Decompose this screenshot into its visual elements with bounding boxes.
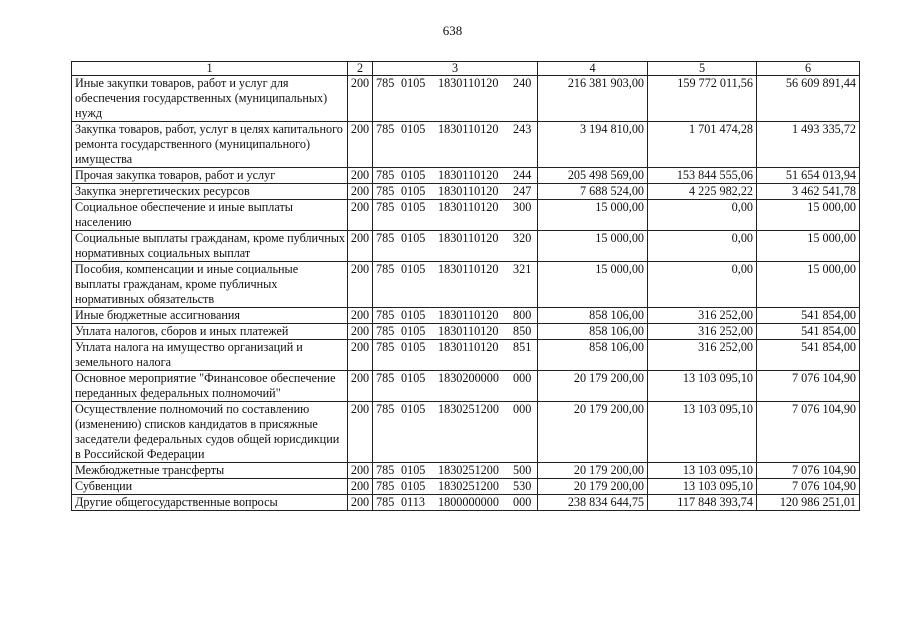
row-value-col6: 7 076 104,90 bbox=[757, 479, 860, 495]
row-value-col5: 13 103 095,10 bbox=[648, 463, 757, 479]
row-grbs-code: 200 bbox=[348, 122, 373, 168]
table-row bbox=[72, 231, 860, 262]
column-header: 2 bbox=[348, 62, 373, 76]
row-name: Прочая закупка товаров, работ и услуг bbox=[72, 168, 348, 184]
row-code-c4: 000 bbox=[513, 495, 532, 509]
row-code-c2: 0105 bbox=[401, 371, 426, 385]
row-value-col4: 205 498 569,00 bbox=[538, 168, 648, 184]
row-code-c2: 0105 bbox=[401, 402, 426, 416]
row-code-c3: 1830110120 bbox=[438, 262, 499, 276]
row-budget-codes bbox=[373, 262, 538, 308]
row-code-c4: 240 bbox=[513, 76, 532, 90]
row-code-c2: 0105 bbox=[401, 324, 426, 338]
row-budget-codes bbox=[373, 76, 538, 122]
column-header: 1 bbox=[72, 62, 348, 76]
row-code-c4: 500 bbox=[513, 463, 532, 477]
column-header: 5 bbox=[648, 62, 757, 76]
row-value-col5: 316 252,00 bbox=[648, 308, 757, 324]
row-grbs-code: 200 bbox=[348, 324, 373, 340]
row-grbs-code: 200 bbox=[348, 168, 373, 184]
row-value-col5: 4 225 982,22 bbox=[648, 184, 757, 200]
row-code-c4: 247 bbox=[513, 184, 532, 198]
row-value-col5: 13 103 095,10 bbox=[648, 371, 757, 402]
table-row bbox=[72, 463, 860, 479]
row-value-col6: 7 076 104,90 bbox=[757, 402, 860, 463]
budget-table bbox=[71, 61, 860, 511]
row-value-col6: 120 986 251,01 bbox=[757, 495, 860, 511]
row-value-col5: 117 848 393,74 bbox=[648, 495, 757, 511]
row-value-col4: 15 000,00 bbox=[538, 200, 648, 231]
row-grbs-code: 200 bbox=[348, 308, 373, 324]
row-code-c3: 1830110120 bbox=[438, 76, 499, 90]
row-budget-codes bbox=[373, 495, 538, 511]
table-row bbox=[72, 76, 860, 122]
row-code-c4: 850 bbox=[513, 324, 532, 338]
row-code-c1: 785 bbox=[376, 231, 395, 245]
row-value-col5: 153 844 555,06 bbox=[648, 168, 757, 184]
table-row bbox=[72, 479, 860, 495]
table-row bbox=[72, 168, 860, 184]
row-code-c4: 320 bbox=[513, 231, 532, 245]
row-code-c1: 785 bbox=[376, 495, 395, 509]
row-code-c3: 1830110120 bbox=[438, 340, 499, 354]
row-code-c1: 785 bbox=[376, 479, 395, 493]
row-code-c1: 785 bbox=[376, 168, 395, 182]
row-value-col6: 15 000,00 bbox=[757, 200, 860, 231]
row-code-c3: 1830110120 bbox=[438, 308, 499, 322]
table-row bbox=[72, 184, 860, 200]
row-grbs-code: 200 bbox=[348, 184, 373, 200]
row-value-col5: 159 772 011,56 bbox=[648, 76, 757, 122]
row-value-col6: 15 000,00 bbox=[757, 262, 860, 308]
row-grbs-code: 200 bbox=[348, 231, 373, 262]
row-value-col6: 56 609 891,44 bbox=[757, 76, 860, 122]
row-code-c1: 785 bbox=[376, 200, 395, 214]
table-row bbox=[72, 262, 860, 308]
row-code-c3: 1830110120 bbox=[438, 168, 499, 182]
row-name: Субвенции bbox=[72, 479, 348, 495]
table-row bbox=[72, 324, 860, 340]
row-value-col4: 20 179 200,00 bbox=[538, 479, 648, 495]
row-value-col6: 3 462 541,78 bbox=[757, 184, 860, 200]
row-value-col6: 15 000,00 bbox=[757, 231, 860, 262]
row-value-col4: 858 106,00 bbox=[538, 324, 648, 340]
row-name: Межбюджетные трансферты bbox=[72, 463, 348, 479]
row-name: Осуществление полномочий по составлению (изменению) списков кандидатов в присяжные заседатели федеральных судов общей юрисдикции в Российской Федерации bbox=[72, 402, 348, 463]
row-value-col4: 20 179 200,00 bbox=[538, 402, 648, 463]
row-value-col4: 15 000,00 bbox=[538, 231, 648, 262]
row-grbs-code: 200 bbox=[348, 200, 373, 231]
row-code-c4: 851 bbox=[513, 340, 532, 354]
row-code-c3: 1830110120 bbox=[438, 184, 499, 198]
row-name: Закупка товаров, работ, услуг в целях капитального ремонта государственного (муниципального) имущества bbox=[72, 122, 348, 168]
row-budget-codes bbox=[373, 184, 538, 200]
row-code-c3: 1830110120 bbox=[438, 231, 499, 245]
row-value-col6: 7 076 104,90 bbox=[757, 463, 860, 479]
row-code-c2: 0105 bbox=[401, 231, 426, 245]
row-value-col6: 541 854,00 bbox=[757, 340, 860, 371]
row-code-c2: 0105 bbox=[401, 479, 426, 493]
row-code-c1: 785 bbox=[376, 184, 395, 198]
row-value-col6: 7 076 104,90 bbox=[757, 371, 860, 402]
row-code-c3: 1830200000 bbox=[438, 371, 499, 385]
row-code-c2: 0105 bbox=[401, 200, 426, 214]
row-budget-codes bbox=[373, 479, 538, 495]
table-row bbox=[72, 122, 860, 168]
row-code-c3: 1830110120 bbox=[438, 324, 499, 338]
row-value-col5: 13 103 095,10 bbox=[648, 479, 757, 495]
row-code-c3: 1830110120 bbox=[438, 200, 499, 214]
row-name: Социальное обеспечение и иные выплаты населению bbox=[72, 200, 348, 231]
row-budget-codes bbox=[373, 122, 538, 168]
row-code-c2: 0105 bbox=[401, 184, 426, 198]
table-row bbox=[72, 200, 860, 231]
row-code-c1: 785 bbox=[376, 76, 395, 90]
row-value-col6: 51 654 013,94 bbox=[757, 168, 860, 184]
row-code-c4: 321 bbox=[513, 262, 532, 276]
row-code-c1: 785 bbox=[376, 324, 395, 338]
row-code-c2: 0105 bbox=[401, 340, 426, 354]
row-name: Основное мероприятие "Финансовое обеспечение переданных федеральных полномочий" bbox=[72, 371, 348, 402]
column-header: 4 bbox=[538, 62, 648, 76]
row-code-c1: 785 bbox=[376, 463, 395, 477]
row-code-c2: 0105 bbox=[401, 76, 426, 90]
row-value-col5: 316 252,00 bbox=[648, 324, 757, 340]
row-code-c2: 0105 bbox=[401, 262, 426, 276]
row-code-c1: 785 bbox=[376, 122, 395, 136]
row-code-c3: 1830251200 bbox=[438, 402, 499, 416]
row-budget-codes bbox=[373, 371, 538, 402]
row-value-col5: 1 701 474,28 bbox=[648, 122, 757, 168]
row-code-c1: 785 bbox=[376, 340, 395, 354]
row-code-c2: 0105 bbox=[401, 122, 426, 136]
column-header: 6 bbox=[757, 62, 860, 76]
row-code-c4: 243 bbox=[513, 122, 532, 136]
row-code-c4: 300 bbox=[513, 200, 532, 214]
row-grbs-code: 200 bbox=[348, 463, 373, 479]
row-value-col4: 216 381 903,00 bbox=[538, 76, 648, 122]
table-row bbox=[72, 495, 860, 511]
row-code-c4: 244 bbox=[513, 168, 532, 182]
row-value-col6: 541 854,00 bbox=[757, 324, 860, 340]
row-code-c3: 1830251200 bbox=[438, 463, 499, 477]
row-code-c1: 785 bbox=[376, 402, 395, 416]
row-value-col5: 0,00 bbox=[648, 200, 757, 231]
row-value-col5: 13 103 095,10 bbox=[648, 402, 757, 463]
row-name: Уплата налога на имущество организаций и земельного налога bbox=[72, 340, 348, 371]
row-grbs-code: 200 bbox=[348, 402, 373, 463]
page-number: 638 bbox=[442, 23, 463, 38]
column-header: 3 bbox=[373, 62, 538, 76]
row-code-c4: 000 bbox=[513, 402, 532, 416]
row-code-c2: 0105 bbox=[401, 463, 426, 477]
row-value-col4: 238 834 644,75 bbox=[538, 495, 648, 511]
row-code-c4: 530 bbox=[513, 479, 532, 493]
row-value-col4: 20 179 200,00 bbox=[538, 371, 648, 402]
row-grbs-code: 200 bbox=[348, 262, 373, 308]
row-value-col4: 858 106,00 bbox=[538, 308, 648, 324]
row-budget-codes bbox=[373, 324, 538, 340]
row-grbs-code: 200 bbox=[348, 495, 373, 511]
row-value-col4: 7 688 524,00 bbox=[538, 184, 648, 200]
table-row bbox=[72, 371, 860, 402]
column-header-row bbox=[72, 62, 860, 76]
row-budget-codes bbox=[373, 168, 538, 184]
row-name: Уплата налогов, сборов и иных платежей bbox=[72, 324, 348, 340]
row-budget-codes bbox=[373, 308, 538, 324]
row-budget-codes bbox=[373, 463, 538, 479]
row-code-c2: 0113 bbox=[401, 495, 425, 509]
row-code-c3: 1830110120 bbox=[438, 122, 499, 136]
row-code-c1: 785 bbox=[376, 308, 395, 322]
row-grbs-code: 200 bbox=[348, 340, 373, 371]
row-grbs-code: 200 bbox=[348, 76, 373, 122]
table-row bbox=[72, 340, 860, 371]
row-value-col4: 3 194 810,00 bbox=[538, 122, 648, 168]
row-name: Иные бюджетные ассигнования bbox=[72, 308, 348, 324]
row-code-c4: 800 bbox=[513, 308, 532, 322]
row-budget-codes bbox=[373, 402, 538, 463]
row-code-c1: 785 bbox=[376, 371, 395, 385]
row-value-col4: 858 106,00 bbox=[538, 340, 648, 371]
row-value-col4: 20 179 200,00 bbox=[538, 463, 648, 479]
row-code-c3: 1830251200 bbox=[438, 479, 499, 493]
row-name: Социальные выплаты гражданам, кроме публичных нормативных социальных выплат bbox=[72, 231, 348, 262]
row-code-c2: 0105 bbox=[401, 308, 426, 322]
row-budget-codes bbox=[373, 231, 538, 262]
budget-table-body bbox=[72, 62, 860, 511]
row-value-col6: 1 493 335,72 bbox=[757, 122, 860, 168]
row-value-col5: 316 252,00 bbox=[648, 340, 757, 371]
row-grbs-code: 200 bbox=[348, 479, 373, 495]
row-name: Иные закупки товаров, работ и услуг для обеспечения государственных (муниципальных) нужд bbox=[72, 76, 348, 122]
row-budget-codes bbox=[373, 340, 538, 371]
table-row bbox=[72, 402, 860, 463]
row-code-c4: 000 bbox=[513, 371, 532, 385]
row-name: Пособия, компенсации и иные социальные выплаты гражданам, кроме публичных нормативных обязательств bbox=[72, 262, 348, 308]
row-value-col4: 15 000,00 bbox=[538, 262, 648, 308]
row-value-col5: 0,00 bbox=[648, 231, 757, 262]
row-value-col5: 0,00 bbox=[648, 262, 757, 308]
table-row bbox=[72, 308, 860, 324]
row-code-c3: 1800000000 bbox=[438, 495, 499, 509]
row-grbs-code: 200 bbox=[348, 371, 373, 402]
row-value-col6: 541 854,00 bbox=[757, 308, 860, 324]
row-name: Закупка энергетических ресурсов bbox=[72, 184, 348, 200]
row-name: Другие общегосударственные вопросы bbox=[72, 495, 348, 511]
row-code-c1: 785 bbox=[376, 262, 395, 276]
row-budget-codes bbox=[373, 200, 538, 231]
row-code-c2: 0105 bbox=[401, 168, 426, 182]
